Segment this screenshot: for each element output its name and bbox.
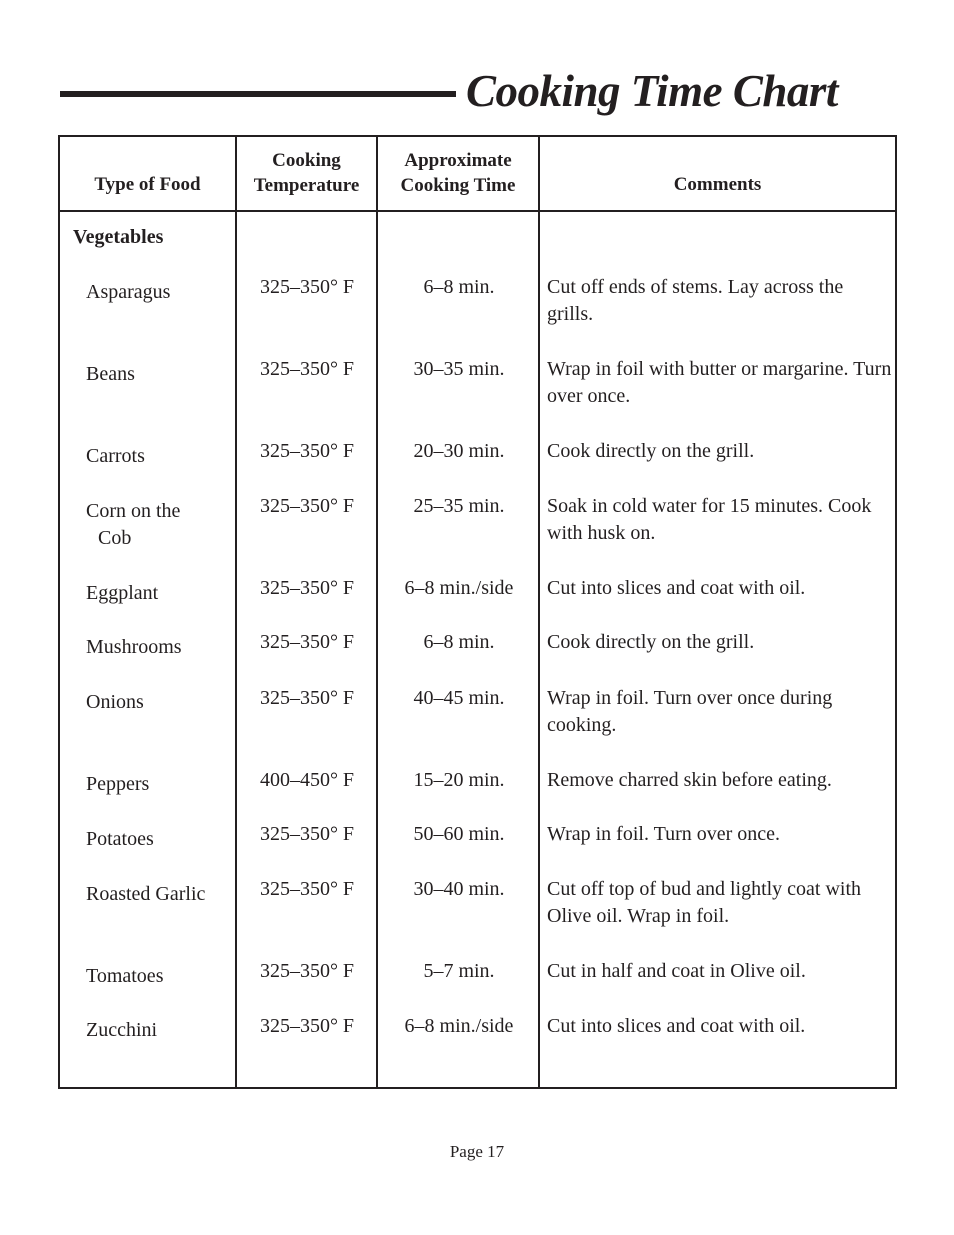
food-name: Eggplant (86, 582, 159, 604)
food-name (86, 498, 180, 552)
cooking-temperature: 325–350° F (259, 1015, 355, 1037)
comment: Cut off top of bud and lightly coat with Olive oil. Wrap in foil. (547, 878, 862, 927)
cooking-time: 25–35 min. (413, 495, 505, 517)
food-name: Mushrooms (86, 636, 182, 658)
cooking-temperature: 325–350° F (259, 960, 355, 982)
cooking-time: 6–8 min./side (404, 1015, 514, 1037)
cooking-temperature: 325–350° F (259, 495, 355, 517)
food-name-line2: Cob (98, 527, 132, 549)
section-label-vegetables: Vegetables (73, 226, 164, 248)
comment: Wrap in foil with butter or margarine. Turn over once. (547, 358, 892, 407)
comment: Cut in half and coat in Olive oil. (547, 960, 806, 982)
page-number: Page 17 (449, 1142, 505, 1161)
food-name: Carrots (86, 445, 145, 467)
cooking-time: 6–8 min. (423, 631, 495, 653)
food-name: Asparagus (86, 281, 171, 303)
food-name: Peppers (86, 773, 150, 795)
cooking-temperature: 325–350° F (259, 878, 355, 900)
cooking-temperature: 325–350° F (259, 358, 355, 380)
comment: Cut into slices and coat with oil. (547, 577, 806, 599)
page-title: Cooking Time Chart (466, 66, 838, 116)
food-name-line1: Corn on the (86, 500, 181, 522)
food-name: Roasted Garlic (86, 883, 206, 905)
header-cooking-temperature (237, 148, 376, 198)
cooking-temperature: 325–350° F (259, 823, 355, 845)
food-name: Potatoes (86, 828, 154, 850)
title-rule (60, 91, 456, 97)
comment: Cut off ends of stems. Lay across the grills. (547, 276, 844, 325)
food-name: Onions (86, 691, 144, 713)
cooking-temperature: 325–350° F (259, 687, 355, 709)
cooking-temperature: 325–350° F (259, 577, 355, 599)
cooking-time: 6–8 min. (423, 276, 495, 298)
cooking-temperature: 325–350° F (259, 631, 355, 653)
comment: Cook directly on the grill. (547, 631, 755, 653)
header-time-line1: Approximate (404, 150, 512, 171)
cooking-time: 40–45 min. (413, 687, 505, 709)
cooking-time: 20–30 min. (413, 440, 505, 462)
cooking-time-table (58, 135, 897, 1089)
food-name: Zucchini (86, 1019, 158, 1041)
header-temp-line1: Cooking (272, 150, 341, 171)
cooking-temperature: 325–350° F (259, 276, 355, 298)
cooking-time: 30–35 min. (413, 358, 505, 380)
comment: Cook directly on the grill. (547, 440, 755, 462)
food-name: Tomatoes (86, 965, 164, 987)
cooking-time: 15–20 min. (413, 769, 505, 791)
header-comments: Comments (673, 174, 762, 195)
header-temp-line2: Temperature (253, 175, 360, 196)
comment: Remove charred skin before eating. (547, 769, 832, 791)
food-name: Beans (86, 363, 135, 385)
comment: Wrap in foil. Turn over once. (547, 823, 781, 845)
cooking-time: 50–60 min. (413, 823, 505, 845)
cooking-time: 5–7 min. (423, 960, 495, 982)
header-approximate-cooking-time (378, 148, 538, 198)
cooking-temperature: 400–450° F (259, 769, 355, 791)
comment: Soak in cold water for 15 minutes. Cook with husk on. (547, 495, 872, 544)
comment: Wrap in foil. Turn over once during cooking. (547, 687, 833, 736)
header-type-of-food: Type of Food (94, 174, 201, 195)
cooking-time: 30–40 min. (413, 878, 505, 900)
cooking-temperature: 325–350° F (259, 440, 355, 462)
cooking-time: 6–8 min./side (404, 577, 514, 599)
header-time-line2: Cooking Time (400, 175, 516, 196)
comment: Cut into slices and coat with oil. (547, 1015, 806, 1037)
header-divider (60, 210, 895, 212)
